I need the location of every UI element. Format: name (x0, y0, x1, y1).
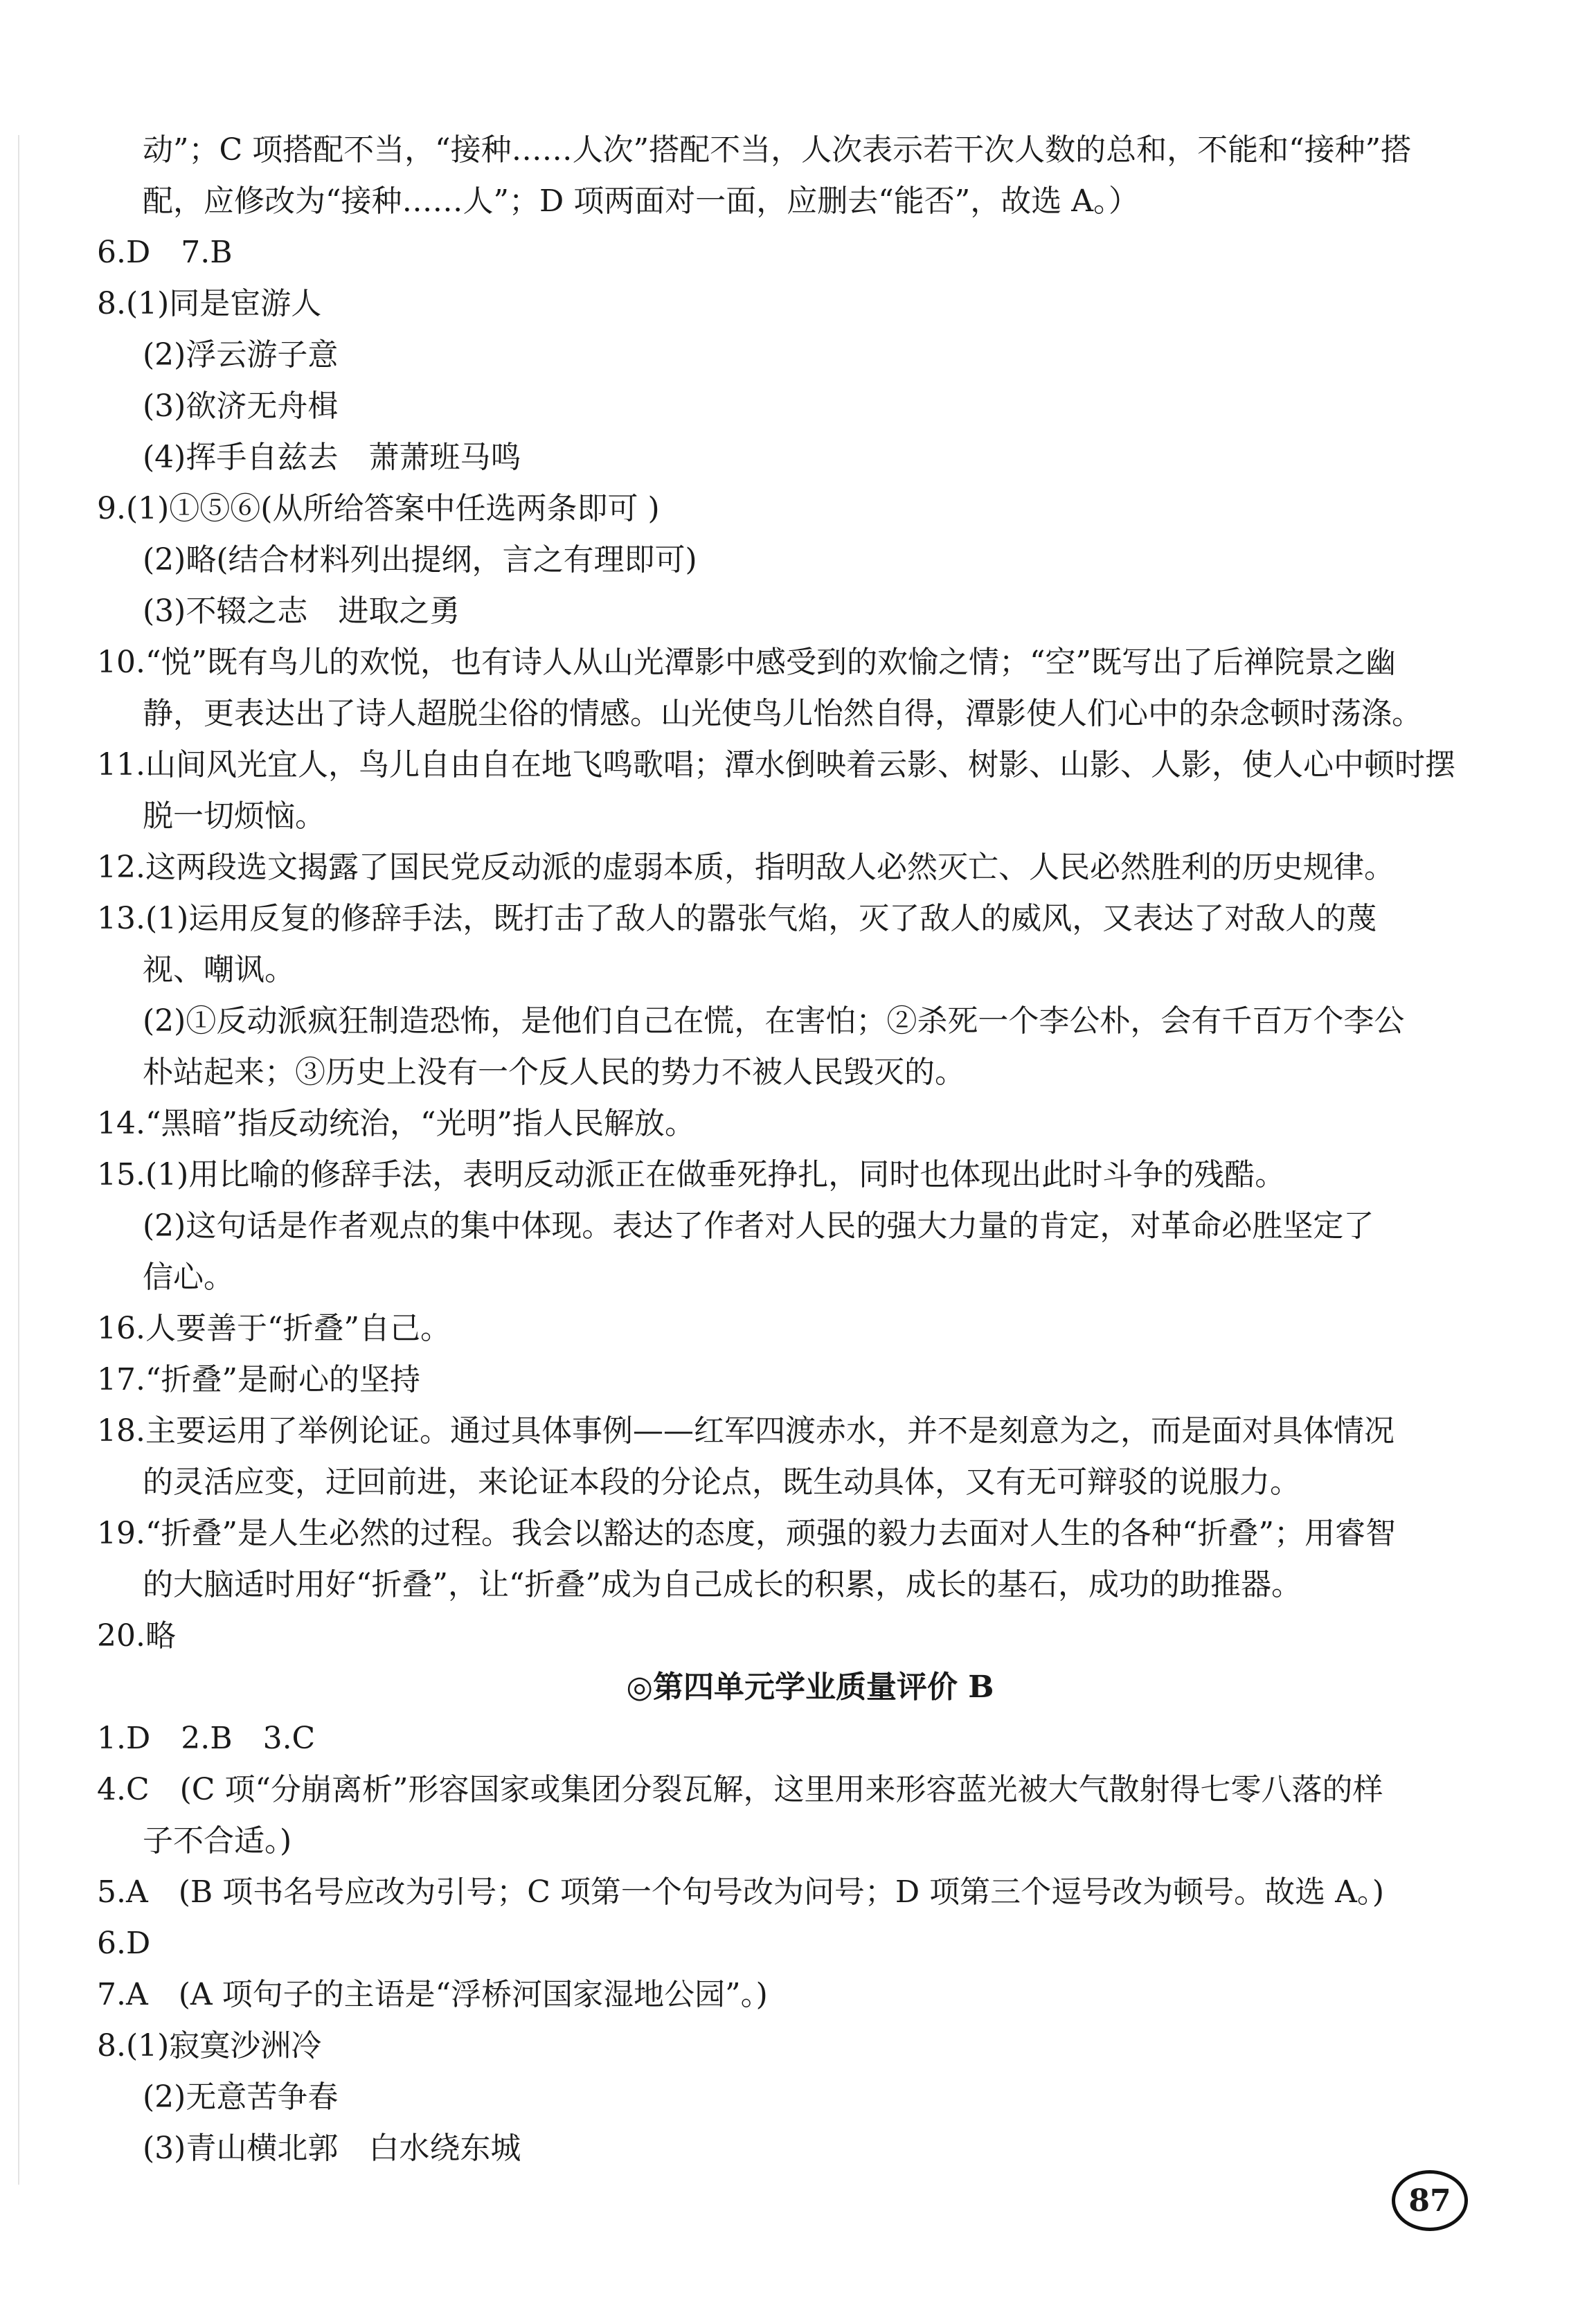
text-line: 1.D 2.B 3.C (97, 1721, 316, 1756)
text-line: 7.A (A 项句子的主语是“浮桥河国家湿地公园”。) (97, 1977, 768, 2012)
text-line: 信心。 (143, 1260, 234, 1295)
text-line: 的大脑适时用好“折叠”，让“折叠”成为自己成长的积累，成长的基石，成功的助推器。 (143, 1567, 1302, 1602)
text-line: (3)不辍之志 进取之勇 (143, 593, 460, 629)
text-line: 6.D 7.B (97, 235, 233, 270)
text-line: 11.山间风光宜人，鸟儿自由自在地飞鸣歌唱；潭水倒映着云影、树影、山影、人影，使人心中顿时摆 (97, 747, 1455, 782)
text-line: 动”；C 项搭配不当，“接种……人次”搭配不当，人次表示若干次人数的总和，不能和“接种”搭 (143, 132, 1412, 168)
text-line: 17.“折叠”是耐心的坚持 (97, 1362, 420, 1397)
text-line: 脱一切烦恼。 (143, 798, 325, 834)
text-line: 15.(1)用比喻的修辞手法，表明反动派正在做垂死挣扎，同时也体现出此时斗争的残酷。 (97, 1157, 1286, 1192)
text-line: (4)挥手自兹去 萧萧班马鸣 (143, 440, 521, 475)
text-line: 的灵活应变，迂回前进，来论证本段的分论点，既生动具体，又有无可辩驳的说服力。 (143, 1465, 1300, 1500)
text-line: (3)青山横北郭 白水绕东城 (143, 2131, 521, 2166)
text-line: 配，应修改为“接种……人”；D 项两面对一面，应删去“能否”，故选 A。） (143, 183, 1139, 219)
text-line: 视、嘲讽。 (143, 952, 295, 987)
text-line: 10.“悦”既有鸟儿的欢悦，也有诗人从山光潭影中感受到的欢愉之情；“空”既写出了后禅院景之幽 (97, 645, 1396, 680)
text-line: 5.A (B 项书名号应改为引号；C 项第一个句号改为问号；D 项第三个逗号改为顿号。故选 A。) (97, 1874, 1385, 1910)
text-line: 19.“折叠”是人生必然的过程。我会以豁达的态度，顽强的毅力去面对人生的各种“折叠”；用睿智 (97, 1516, 1396, 1551)
text-line: 静，更表达出了诗人超脱尘俗的情感。山光使鸟儿怡然自得，潭影使人们心中的杂念顿时荡涤。 (143, 696, 1422, 731)
text-line: 8.(1)同是宦游人 (97, 286, 322, 321)
text-line: 14.“黑暗”指反动统治，“光明”指人民解放。 (97, 1106, 695, 1141)
text-line: 4.C (C 项“分崩离析”形容国家或集团分裂瓦解，这里用来形容蓝光被大气散射得七零八落的样 (97, 1772, 1383, 1807)
text-line: (2)①反动派疯狂制造恐怖，是他们自己在慌，在害怕；②杀死一个李公朴，会有千百万个李公 (143, 1003, 1405, 1039)
text-line: 20.略 (97, 1618, 176, 1654)
text-line: 8.(1)寂寞沙洲冷 (97, 2028, 322, 2063)
text-line: 朴站起来；③历史上没有一个反人民的势力不被人民毁灭的。 (143, 1055, 965, 1090)
text-line: 13.(1)运用反复的修辞手法，既打击了敌人的嚣张气焰，灭了敌人的威风，又表达了对敌人的蔑 (97, 901, 1377, 936)
answer-text (97, 125, 1496, 2174)
text-line: 12.这两段选文揭露了国民党反动派的虚弱本质，指明敌人必然灭亡、人民必然胜利的历史规律。 (97, 850, 1395, 885)
text-line: 18.主要运用了举例论证。通过具体事例——红军四渡赤水，并不是刻意为之，而是面对具体情况 (97, 1413, 1395, 1449)
text-line: 子不合适。) (143, 1823, 292, 1859)
text-line: 6.D (97, 1926, 151, 1961)
page-number: 87 (1392, 2170, 1468, 2231)
text-line: 9.(1)①⑤⑥(从所给答案中任选两条即可 ) (97, 491, 660, 526)
page-margin-rule (18, 135, 19, 2185)
text-line: 16.人要善于“折叠”自己。 (97, 1311, 451, 1346)
text-line: (2)略(结合材料列出提纲，言之有理即可) (143, 542, 697, 578)
text-line: (2)浮云游子意 (143, 337, 339, 373)
text-line: (3)欲济无舟楫 (143, 388, 339, 424)
text-line: (2)这句话是作者观点的集中体现。表达了作者对人民的强大力量的肯定，对革命必胜坚定了 (143, 1208, 1374, 1244)
text-line: (2)无意苦争春 (143, 2079, 339, 2115)
section-title: ◎第四单元学业质量评价 B (626, 1669, 994, 1705)
